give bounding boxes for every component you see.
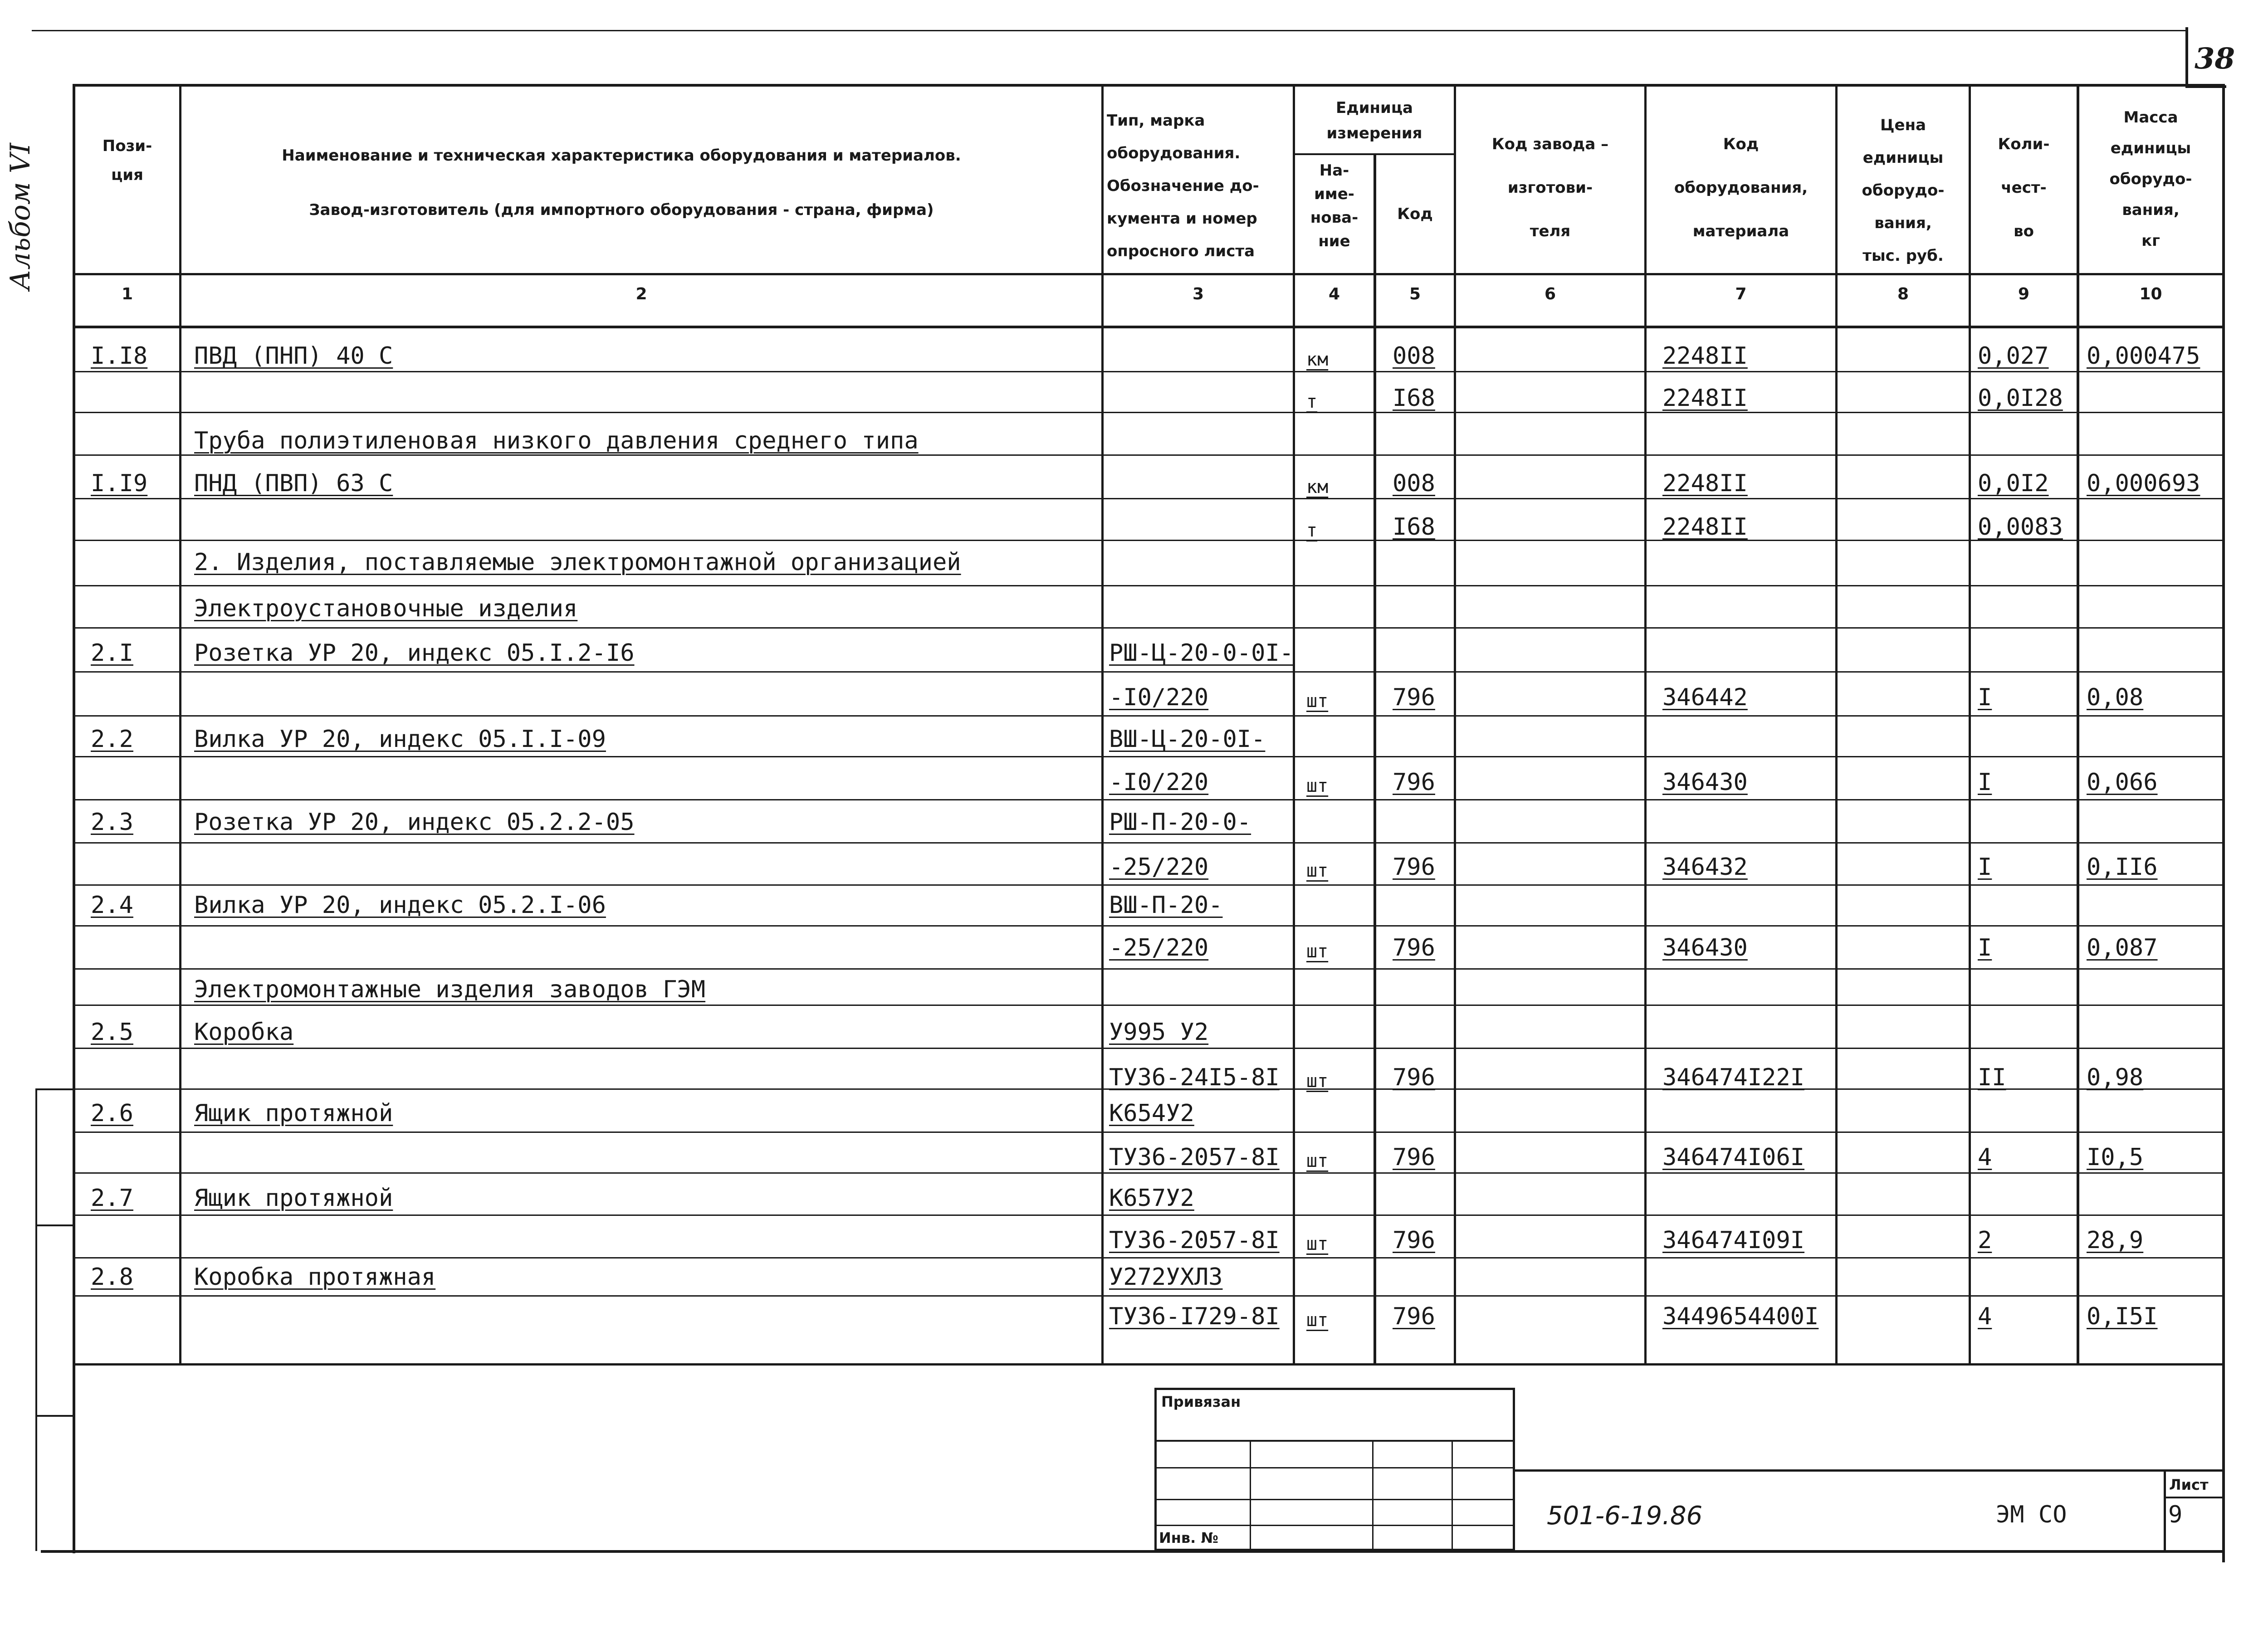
cell-position: 2.3 — [91, 809, 133, 836]
colnum-1: 1 — [121, 285, 133, 303]
cell-type: РШ-Ц-20-0-0I- — [1109, 639, 1294, 667]
cell-unit-code: 796 — [1393, 934, 1435, 961]
row-rule — [73, 1257, 2225, 1258]
cell-unit-code: 796 — [1393, 1303, 1435, 1330]
row-rule — [73, 671, 2225, 673]
cell-unit-code: 796 — [1393, 1064, 1435, 1091]
cell-mass: 0,I5I — [2087, 1303, 2158, 1330]
cell-quantity: I — [1978, 684, 1992, 711]
cell-mass: 0,000693 — [2087, 470, 2200, 497]
doc-mark: ЭМ СО — [1996, 1501, 2067, 1528]
cell-name: Коробка — [194, 1019, 294, 1046]
cell-name: Электромонтажные изделия заводов ГЭМ — [194, 976, 706, 1003]
cell-type: ТУ36-2057-8I — [1109, 1227, 1280, 1254]
cell-name: Электроустановочные изделия — [194, 595, 578, 622]
cell-unit-code: 796 — [1393, 1227, 1435, 1254]
privyazan-rule-1 — [1154, 1440, 1515, 1442]
cell-unit: шт — [1306, 1071, 1329, 1092]
cell-type: -I0/220 — [1109, 769, 1209, 796]
header-position: Пози- ция — [102, 137, 152, 184]
row-rule — [73, 968, 2225, 970]
privyazan-rule-2 — [1154, 1467, 1515, 1468]
cell-type: -25/220 — [1109, 854, 1209, 881]
top-rule — [32, 30, 2185, 31]
cell-position: 2.2 — [91, 726, 133, 753]
cell-name: Ящик протяжной — [194, 1185, 393, 1212]
cell-unit: шт — [1306, 691, 1329, 712]
cell-type: -I0/220 — [1109, 684, 1209, 711]
frame-bottom — [41, 1550, 2225, 1553]
cell-type: ТУ36-I729-8I — [1109, 1303, 1280, 1330]
colnum-10: 10 — [2139, 285, 2162, 303]
cell-equipment-code: 2248II — [1662, 385, 1748, 412]
cell-equipment-code: 346432 — [1662, 854, 1748, 881]
colnum-6: 6 — [1544, 285, 1556, 303]
cell-quantity: 0,0I28 — [1978, 385, 2063, 412]
cell-name: Вилка УР 20, индекс 05.I.I-09 — [194, 726, 606, 753]
cell-type: РШ-П-20-0- — [1109, 809, 1251, 836]
row-rule — [73, 1048, 2225, 1049]
cell-unit-code: 796 — [1393, 769, 1435, 796]
cell-mass: 28,9 — [2087, 1227, 2144, 1254]
cell-equipment-code: 2248II — [1662, 513, 1748, 541]
sheet-col — [2164, 1469, 2166, 1551]
cell-name: ПВД (ПНП) 40 С — [194, 342, 393, 370]
colnum-5: 5 — [1409, 285, 1421, 303]
cell-equipment-code: 346442 — [1662, 684, 1748, 711]
cell-equipment-code: 3449654400I — [1662, 1303, 1819, 1330]
header-type: Тип, марка оборудования. Обозначение до- кумента и номер опросного листа — [1107, 112, 1259, 260]
cell-equipment-code: 346474I09I — [1662, 1227, 1805, 1254]
cell-unit: шт — [1306, 1234, 1329, 1254]
cell-mass: 0,II6 — [2087, 854, 2158, 881]
colnum-rule — [73, 326, 2225, 328]
cell-unit-code: 008 — [1393, 342, 1435, 370]
cell-position: I.I9 — [91, 470, 148, 497]
cell-quantity: 0,0I2 — [1978, 470, 2049, 497]
row-rule — [73, 540, 2225, 541]
privyazan-col-3 — [1452, 1440, 1453, 1551]
cell-quantity: II — [1978, 1064, 2006, 1091]
cell-type: ВШ-П-20- — [1109, 892, 1223, 919]
table-end-rule — [73, 1363, 2225, 1366]
cell-quantity: I — [1978, 769, 1992, 796]
cell-position: I.I8 — [91, 342, 148, 370]
cell-position: 2.I — [91, 639, 133, 667]
binding-strip-tick-1 — [35, 1088, 73, 1090]
cell-mass: 0,08 — [2087, 684, 2144, 711]
cell-name: 2. Изделия, поставляемые электромонтажной организацией — [194, 549, 961, 576]
row-rule — [73, 1215, 2225, 1216]
privyazan-rule-3 — [1154, 1499, 1515, 1500]
cell-equipment-code: 2248II — [1662, 470, 1748, 497]
frame-left — [73, 84, 75, 1553]
cell-quantity: I — [1978, 854, 1992, 881]
header-price: Цена единицы оборудо- вания, тыс. руб. — [1862, 116, 1945, 265]
cell-mass: 0,98 — [2087, 1064, 2144, 1091]
cell-unit-code: 796 — [1393, 1144, 1435, 1171]
cell-quantity: 4 — [1978, 1303, 1992, 1330]
privyazan-rule-4 — [1154, 1525, 1515, 1526]
row-rule — [73, 1172, 2225, 1174]
colnum-7: 7 — [1735, 285, 1747, 303]
row-rule — [73, 454, 2225, 456]
cell-unit: шт — [1306, 776, 1329, 796]
row-rule — [73, 371, 2225, 372]
cell-equipment-code: 2248II — [1662, 342, 1748, 370]
row-rule — [73, 715, 2225, 717]
cell-type: -25/220 — [1109, 934, 1209, 961]
row-rule — [73, 842, 2225, 844]
cell-type: У995 У2 — [1109, 1019, 1209, 1046]
row-rule — [73, 412, 2225, 413]
cell-equipment-code: 346430 — [1662, 769, 1748, 796]
cell-unit-code: I68 — [1393, 513, 1435, 541]
cell-equipment-code: 346474I06I — [1662, 1144, 1805, 1171]
cell-position: 2.7 — [91, 1185, 133, 1212]
row-rule — [73, 799, 2225, 800]
cell-position: 2.8 — [91, 1263, 133, 1291]
header-unit-group: Единица измерения — [1326, 99, 1422, 142]
doc-code-rule — [1515, 1469, 2223, 1472]
cell-quantity: 2 — [1978, 1227, 1992, 1254]
cell-mass: 0,000475 — [2087, 342, 2200, 370]
cell-unit-code: 796 — [1393, 684, 1435, 711]
header-mass: Масса единицы оборудо- вания, кг — [2109, 108, 2192, 250]
unit-group-rule — [1293, 153, 1456, 155]
cell-position: 2.4 — [91, 892, 133, 919]
doc-code: 501-6-19.86 — [1547, 1501, 1703, 1531]
row-rule — [73, 884, 2225, 886]
header-rule — [73, 273, 2225, 275]
row-rule — [73, 585, 2225, 586]
cell-unit-code: I68 — [1393, 385, 1435, 412]
privyazan-col-2 — [1372, 1440, 1374, 1551]
header-unit-name: На- име- нова- ние — [1310, 161, 1359, 250]
cell-unit: км — [1306, 477, 1329, 498]
header-quantity: Коли- чест- во — [1998, 135, 2050, 240]
page-number: 38 — [2195, 42, 2235, 76]
binding-strip-tick-2 — [35, 1224, 73, 1226]
cell-name: Коробка протяжная — [194, 1263, 436, 1291]
inv-no-label: Инв. № — [1159, 1529, 1218, 1546]
privyazan-col-1 — [1250, 1440, 1251, 1551]
cell-unit: шт — [1306, 1310, 1329, 1331]
cell-type: ТУ36-24I5-8I — [1109, 1064, 1280, 1091]
row-rule — [73, 1295, 2225, 1297]
page-number-box-left — [2185, 27, 2188, 88]
cell-type: К657У2 — [1109, 1185, 1194, 1212]
row-rule — [73, 498, 2225, 499]
colnum-4: 4 — [1328, 285, 1340, 303]
cell-mass: 0,066 — [2087, 769, 2158, 796]
cell-unit: шт — [1306, 941, 1329, 962]
binding-strip-line — [35, 1088, 37, 1551]
cell-type: ТУ36-2057-8I — [1109, 1144, 1280, 1171]
header-unit-code: Код — [1397, 205, 1433, 223]
cell-quantity: 0,027 — [1978, 342, 2049, 370]
cell-unit: шт — [1306, 1151, 1329, 1171]
cell-name: Розетка УР 20, индекс 05.I.2-I6 — [194, 639, 635, 667]
cell-mass: I0,5 — [2087, 1144, 2144, 1171]
cell-unit-code: 008 — [1393, 470, 1435, 497]
cell-unit: т — [1306, 391, 1318, 412]
colnum-3: 3 — [1192, 285, 1204, 303]
binding-strip-tick-3 — [35, 1415, 73, 1417]
row-rule — [73, 925, 2225, 927]
cell-quantity: I — [1978, 934, 1992, 961]
cell-type: У272УХЛЗ — [1109, 1263, 1223, 1291]
cell-equipment-code: 346430 — [1662, 934, 1748, 961]
cell-position: 2.6 — [91, 1100, 133, 1127]
cell-quantity: 4 — [1978, 1144, 1992, 1171]
col-sep-4 — [1374, 154, 1376, 1365]
cell-name: Ящик протяжной — [194, 1100, 393, 1127]
privyazan-label: Привязан — [1161, 1393, 1241, 1410]
cell-mass: 0,087 — [2087, 934, 2158, 961]
cell-name: Труба полиэтиленовая низкого давления среднего типа — [194, 427, 919, 454]
privyazan-box — [1154, 1388, 1515, 1551]
row-rule — [73, 756, 2225, 757]
cell-unit: км — [1306, 349, 1329, 370]
row-rule — [73, 1005, 2225, 1006]
cell-name: Розетка УР 20, индекс 05.2.2-05 — [194, 809, 635, 836]
cell-equipment-code: 346474I22I — [1662, 1064, 1805, 1091]
colnum-2: 2 — [635, 285, 647, 303]
sheet-rule — [2164, 1497, 2223, 1498]
cell-type: К654У2 — [1109, 1100, 1194, 1127]
cell-unit: т — [1306, 520, 1318, 541]
header-equipment-code: Код оборудования, материала — [1674, 135, 1808, 240]
cell-unit: шт — [1306, 860, 1329, 881]
cell-name: ПНД (ПВП) 63 С — [194, 470, 393, 497]
sheet-label: Лист — [2169, 1476, 2209, 1493]
cell-name: Вилка УР 20, индекс 05.2.I-06 — [194, 892, 606, 919]
cell-unit-code: 796 — [1393, 854, 1435, 881]
frame-right — [2222, 84, 2225, 1562]
cell-quantity: 0,0083 — [1978, 513, 2063, 541]
row-rule — [73, 627, 2225, 629]
header-factory-code: Код завода – изготови- теля — [1491, 135, 1609, 240]
sheet-number: 9 — [2168, 1501, 2183, 1528]
cell-position: 2.5 — [91, 1019, 133, 1046]
header-name: Наименование и техническая характеристика оборудования и материалов. Завод-изготовитель (для импортного оборудования - страна, фирма) — [282, 146, 961, 219]
cell-type: ВШ-Ц-20-0I- — [1109, 726, 1266, 753]
row-rule — [73, 1132, 2225, 1133]
colnum-9: 9 — [2018, 285, 2030, 303]
side-album-label: Альбом VI — [5, 143, 36, 290]
colnum-8: 8 — [1897, 285, 1909, 303]
